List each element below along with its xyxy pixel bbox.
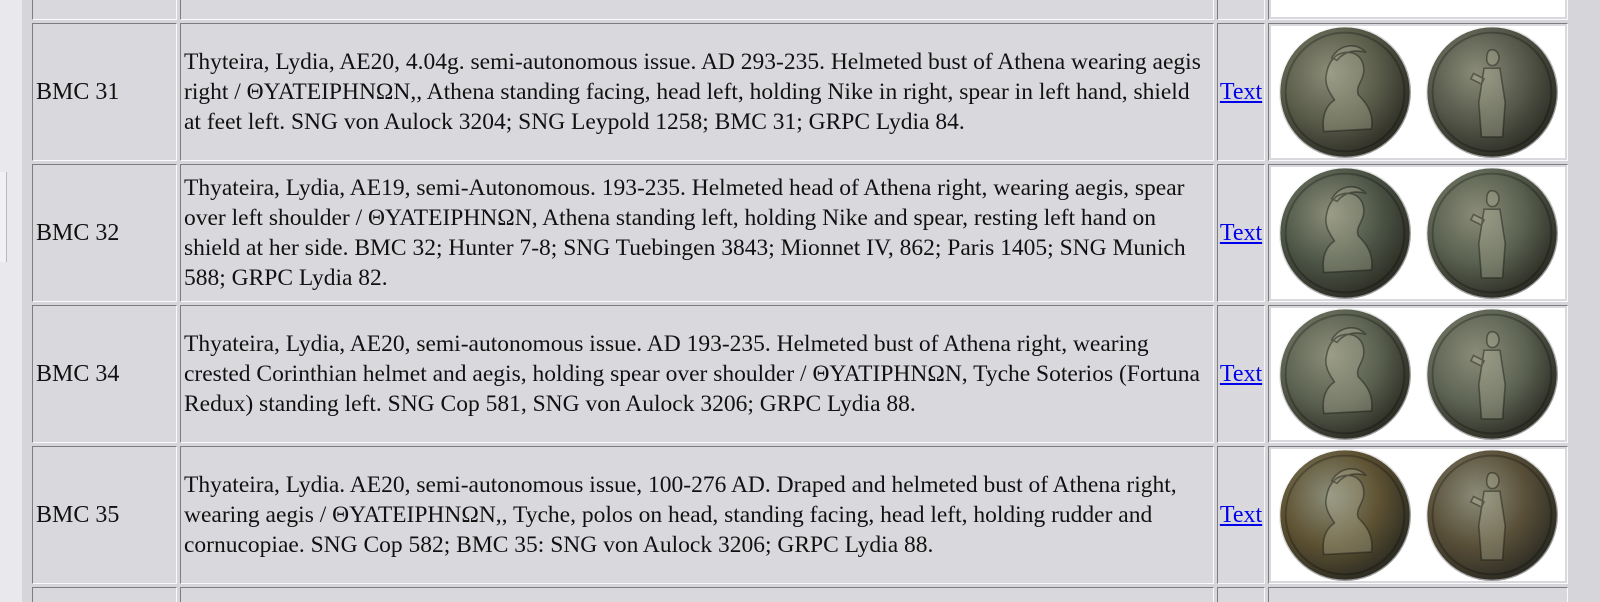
catalog-reference: BMC 35 [36,501,120,528]
link-cell [1217,446,1265,584]
text-link[interactable]: Text [1219,78,1263,105]
table-row-partial-bottom [32,587,1568,602]
ref-cell [32,305,177,443]
description-cell [180,446,1214,584]
coin-description: Thyateira, Lydia, AE20, semi-autonomous issue. AD 193-235. Helmeted bust of Athena right, wearing crested Corinthian helmet and aegis, holding spear over shoulder / ΘYATIPHNΩN, Tyche Soterios (Fortuna Redux) standing left. SNG Cop 581, SNG von Aulock 3206; GRPC Lydia 88. [184,331,1200,417]
window-left-edge [0,0,22,602]
coin-obverse-image [1279,308,1411,440]
ref-cell [32,164,177,302]
table-cell [32,587,177,602]
coin-obverse-image [1279,449,1411,581]
link-cell [1217,164,1265,302]
image-cell [1268,164,1568,302]
catalog-reference: BMC 32 [36,219,120,246]
text-link[interactable]: Text [1219,501,1263,528]
image-cell [1268,305,1568,443]
coin-photo[interactable] [1271,26,1565,158]
ref-cell [32,23,177,161]
coin-description: Thyteira, Lydia, AE20, 4.04g. semi-autonomous issue. AD 293-235. Helmeted bust of Athena wearing aegis right / ΘYATEIPHNΩN,, Athena standing facing, head left, holding Nike in right, spear in left hand, shield at feet left. SNG von Aulock 3204; SNG Leypold 1258; BMC 31; GRPC Lydia 84. [184,49,1201,135]
coin-photo[interactable] [1271,308,1565,440]
link-cell [1217,23,1265,161]
table-row [32,446,1568,584]
coin-reverse-image [1426,449,1558,581]
table-row [32,164,1568,302]
table-cell [180,0,1214,20]
coin-reverse-image [1426,167,1558,299]
coin-reverse-image [1426,308,1558,440]
description-cell [180,23,1214,161]
ref-cell [32,446,177,584]
link-cell [1217,305,1265,443]
table-row [32,305,1568,443]
description-cell [180,164,1214,302]
table-cell [32,0,177,20]
image-cell [1268,23,1568,161]
coin-obverse-image [1279,26,1411,158]
coin-image-partial [1271,0,1565,17]
coin-description: Thyateira, Lydia, AE19, semi-Autonomous. 193-235. Helmeted head of Athena right, wearing aegis, spear over left shoulder / ΘYATEIPHNΩN, Athena standing left, holding Nike and spear, resting left hand on shield at her side. BMC 32; Hunter 7-8; SNG Tuebingen 3843; Mionnet IV, 862; Paris 1405; SNG Munich 588; GRPC Lydia 82. [184,175,1186,291]
catalog-reference: BMC 31 [36,78,120,105]
table-cell [1217,0,1265,20]
coin-description: Thyateira, Lydia. AE20, semi-autonomous issue, 100-276 AD. Draped and helmeted bust of Athena right, wearing aegis / ΘYATEIPHNΩN,, Tyche, polos on head, standing facing, head left, holding rudder and cornucopiae. SNG Cop 582; BMC 35: SNG von Aulock 3206; GRPC Lydia 88. [184,472,1177,558]
coin-reverse-image [1426,26,1558,158]
coin-table [29,0,1571,602]
coin-obverse-image [1279,167,1411,299]
coin-photo[interactable] [1271,167,1565,299]
table-row [32,23,1568,161]
description-cell [180,305,1214,443]
table-cell [180,587,1214,602]
table-cell [1268,587,1568,602]
table-cell [1217,587,1265,602]
coin-photo[interactable] [1271,449,1565,581]
table-cell [1268,0,1568,20]
catalog-reference: BMC 34 [36,360,120,387]
text-link[interactable]: Text [1219,219,1263,246]
table-row-partial-top [32,0,1568,20]
scroll-edge-mark [0,172,7,262]
image-cell [1268,446,1568,584]
text-link[interactable]: Text [1219,360,1263,387]
